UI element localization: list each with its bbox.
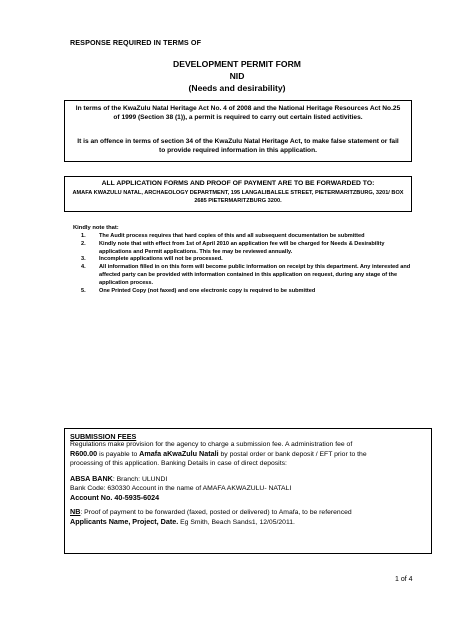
- list-item: 3. Incomplete applications will not be processed.: [81, 256, 223, 263]
- bank-name: ABSA BANK: [70, 473, 113, 483]
- fee-text-line-2: R600.00 is payable to Amafa aKwaZulu Natali by postal order or bank deposit / EFT prior to the: [70, 448, 367, 458]
- fee-text-line-1: Regulations make provision for the agency to charge a submission fee. A administration fee of: [70, 441, 353, 448]
- form-subtitle-needs: (Needs and desirability): [188, 83, 286, 93]
- list-item: 2. Kindly note that with effect from 1st of April 2010 an application fee will be charged for Needs & Desirability applications and Permit applications. This fee may be reviewed annually.: [81, 240, 385, 255]
- forwarding-address-box: [64, 176, 412, 212]
- legal-notice-paragraph-2: It is an offence in terms of section 34 of the KwaZulu Natal Heritage Act, to make false statement or fail to provide required information in this application.: [77, 138, 399, 154]
- nb-line: NB: Proof of payment to be forwarded (faxed, posted or delivered) to Amafa, to be referenced: [70, 507, 352, 517]
- nb-label: NB: [70, 507, 81, 517]
- payee-name: Amafa aKwaZulu Natali: [139, 448, 219, 458]
- response-required-line: RESPONSE REQUIRED IN TERMS OF: [70, 38, 202, 47]
- reference-line: Applicants Name, Project, Date. Eg Smith, Beach Sands1, 12/05/2011.: [70, 517, 295, 527]
- account-number: Account No. 40-5935-6024: [70, 492, 160, 502]
- forwarding-heading: ALL APPLICATION FORMS AND PROOF OF PAYMENT ARE TO BE FORWARDED TO:: [101, 180, 375, 187]
- fee-text-line-3: processing of this application. Banking Details in case of direct deposits:: [70, 459, 287, 467]
- list-item: 5. One Printed Copy (not faxed) and one electronic copy is required to be submitted: [81, 287, 316, 294]
- submission-fees-heading: SUBMISSION FEES: [70, 432, 137, 441]
- submission-fees-box: [64, 428, 432, 554]
- reference-format: Applicants Name, Project, Date.: [70, 517, 179, 527]
- form-title: DEVELOPMENT PERMIT FORM: [173, 59, 301, 69]
- form-subtitle-nid: NID: [229, 71, 245, 81]
- bank-code-line: Bank Code: 630330 Account in the name of AMAFA AKWAZULU- NATALI: [70, 484, 292, 492]
- notes-intro: Kindly note that:: [73, 225, 119, 231]
- list-item: 1. The Audit process requires that hard copies of this and all subsequent documentation be submitted: [81, 233, 365, 239]
- forwarding-address: AMAFA KWAZULU NATAL, ARCHAEOLOGY DEPARTMENT, 195 LANGALIBALELE STREET, PIETERMARITZBURG, 3201/ BOX 2685 PIETERMARITZBURG 3200.: [72, 190, 404, 205]
- bank-name-line: ABSA BANK: Branch: ULUNDI: [70, 473, 168, 483]
- list-item: 4. All information filled in on this form will become public information on receipt by this department. Any interested and affected party can be provided with information contained in this application on request, during any stage of the application process.: [81, 264, 411, 286]
- notes-list: [81, 233, 411, 295]
- fee-amount: R600.00: [70, 448, 98, 458]
- page-number: 1 of 4: [395, 576, 413, 583]
- legal-notice-box: [64, 100, 412, 162]
- legal-notice-paragraph-1: In terms of the KwaZulu Natal Heritage Act No. 4 of 2008 and the National Heritage Resources Act No.25 of 1999 (Section 38 (1)), a permit is required to carry out certain listed activities.: [75, 105, 401, 121]
